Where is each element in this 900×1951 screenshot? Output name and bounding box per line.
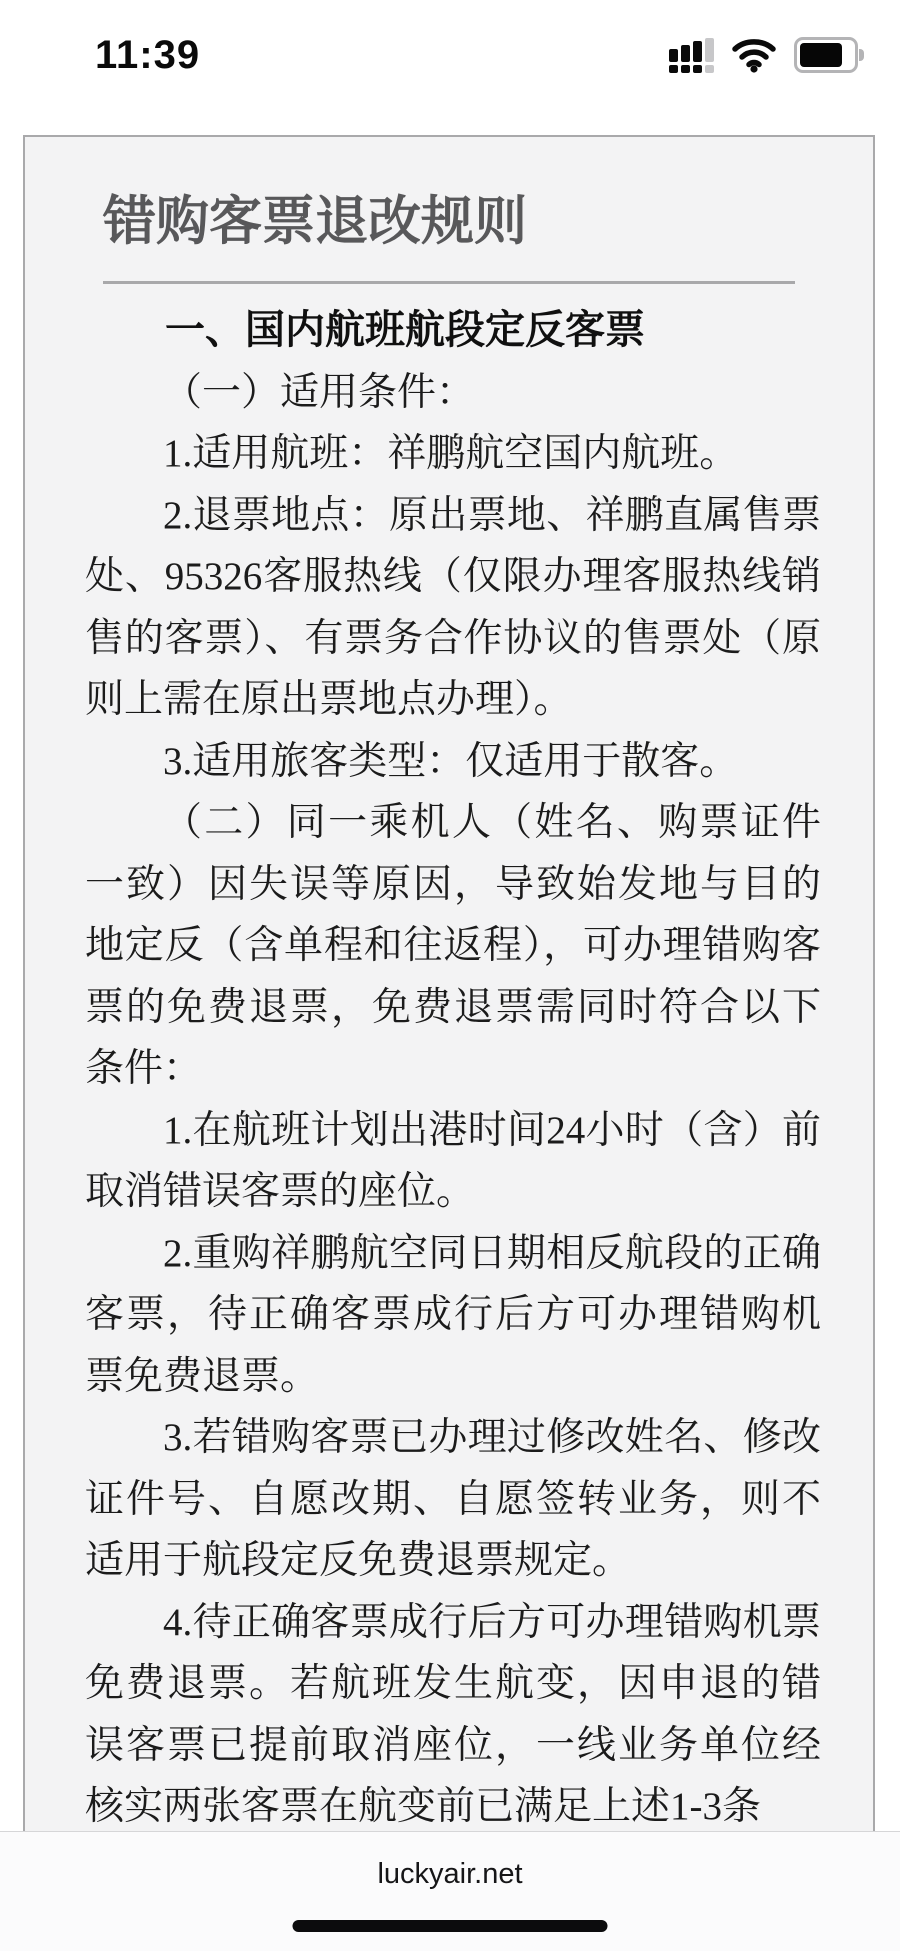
wifi-icon bbox=[731, 37, 777, 73]
browser-bottom-bar[interactable] bbox=[0, 1831, 900, 1951]
page-title: 错购客票退改规则 bbox=[103, 192, 527, 251]
document-card[interactable] bbox=[23, 135, 875, 1832]
document-paragraph: （一）适用条件： bbox=[163, 370, 476, 414]
battery-icon bbox=[794, 37, 858, 73]
status-bar bbox=[0, 0, 900, 100]
document-paragraph: 4.待正确客票成行后方可办理错购机票免费退票。若航班发生航变，因申退的错误客票已提前取消座位，一线业务单位经核实两张客票在航变前已满足上述1-3条 bbox=[85, 1600, 821, 1828]
section-heading: 一、国内航班航段定反客票 bbox=[165, 308, 645, 352]
document-paragraph: 1.适用航班：祥鹏航空国内航班。 bbox=[163, 432, 739, 475]
title-divider bbox=[103, 281, 795, 284]
document-paragraph: 3.若错购客票已办理过修改姓名、修改证件号、自愿改期、自愿签转业务，则不适用于航段定反免费退票规定。 bbox=[85, 1416, 821, 1582]
document-paragraph: 3.适用旅客类型：仅适用于散客。 bbox=[163, 739, 739, 783]
url-label[interactable]: luckyair.net bbox=[377, 1858, 523, 1890]
status-icons bbox=[669, 37, 858, 73]
document-body bbox=[85, 300, 821, 1832]
clock-label: 11:39 bbox=[95, 32, 201, 77]
home-indicator[interactable] bbox=[293, 1920, 608, 1932]
document-paragraph: 1.在航班计划出港时间24小时（含）前取消错误客票的座位。 bbox=[85, 1108, 821, 1213]
document-paragraph: （二）同一乘机人（姓名、购票证件一致）因失误等原因，导致始发地与目的地定反（含单程和往返程），可办理错购客票的免费退票，免费退票需同时符合以下条件： bbox=[85, 801, 821, 1090]
document-paragraph: 2.重购祥鹏航空同日期相反航段的正确客票，待正确客票成行后方可办理错购机票免费退票。 bbox=[85, 1231, 821, 1398]
cellular-signal-icon bbox=[669, 38, 714, 73]
document-paragraph: 2.退票地点：原出票地、祥鹏直属售票处、95326客服热线（仅限办理客服热线销售的客票）、有票务合作协议的售票处（原则上需在原出票地点办理）。 bbox=[85, 493, 821, 721]
